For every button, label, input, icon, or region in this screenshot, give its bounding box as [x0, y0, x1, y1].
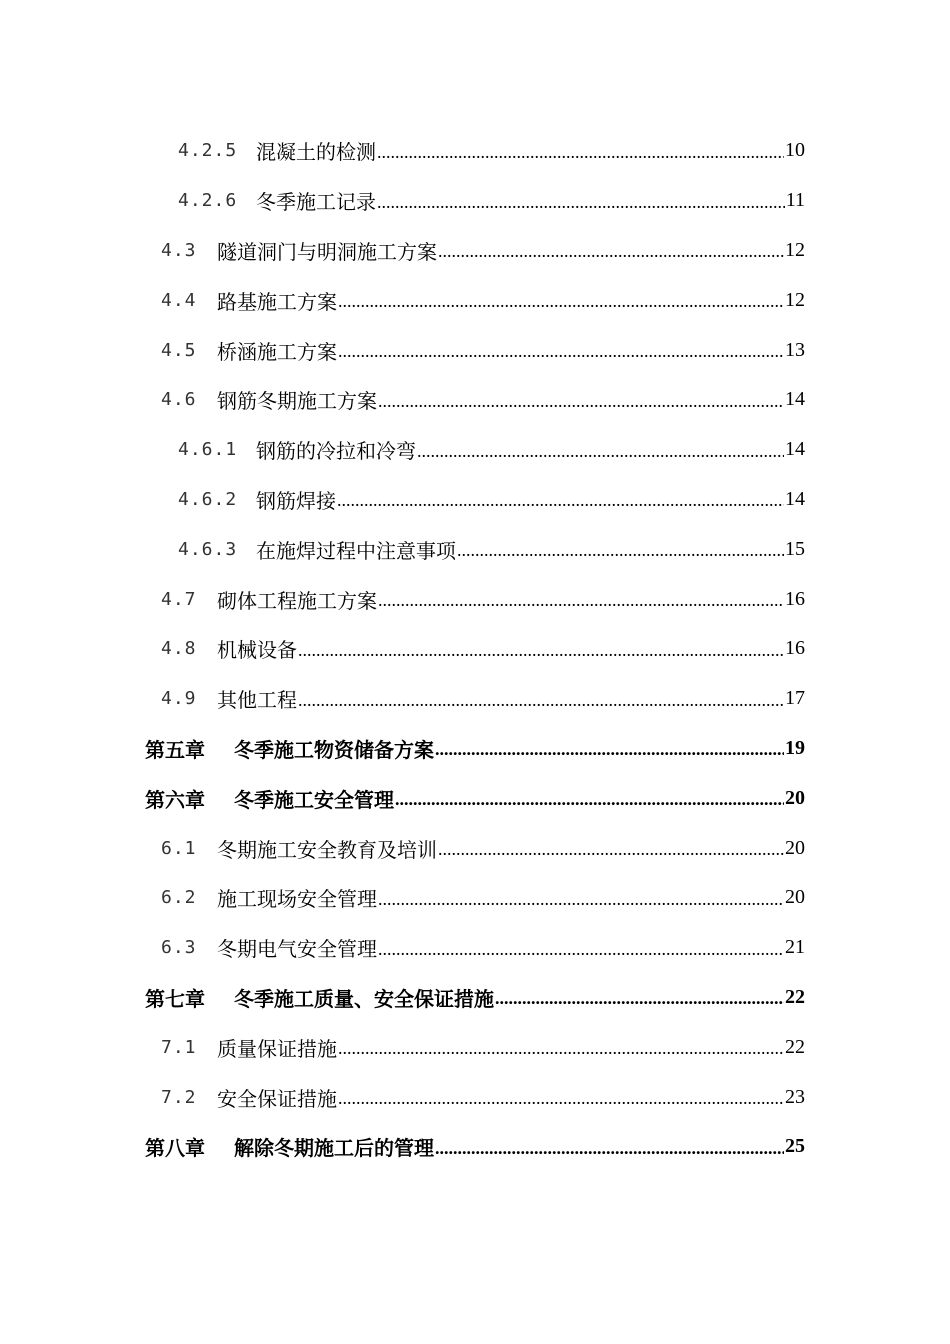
toc-entry[interactable]	[0, 1072, 950, 1122]
toc-entry-title: 冬季施工安全管理	[234, 787, 394, 812]
toc-dot-leader	[417, 438, 784, 462]
toc-entry-number: 4.4	[161, 289, 197, 311]
toc-entry-page-number: 14	[785, 438, 805, 461]
toc-entry-number: 4.7	[161, 588, 197, 610]
toc-entry-number: 4.3	[161, 239, 197, 261]
toc-entry[interactable]	[0, 773, 950, 823]
toc-dot-leader	[377, 139, 784, 163]
toc-entry-number: 第八章	[145, 1136, 205, 1161]
toc-entry-number: 4.6.1	[178, 439, 238, 461]
toc-entry-title: 冬季施工记录	[256, 190, 376, 215]
toc-entry-page-number: 14	[785, 487, 805, 510]
toc-dot-leader	[338, 1035, 784, 1059]
toc-entry-title: 路基施工方案	[217, 289, 337, 314]
toc-entry[interactable]	[0, 475, 950, 525]
toc-entry-title: 冬期电气安全管理	[217, 937, 377, 962]
toc-entry-page-number: 12	[785, 288, 805, 311]
toc-entry-number: 第五章	[145, 737, 205, 762]
toc-dot-leader	[495, 985, 784, 1009]
toc-entry-title: 质量保证措施	[217, 1036, 337, 1061]
toc-entry-number: 4.2.5	[178, 140, 238, 162]
toc-entry-page-number: 22	[785, 985, 805, 1008]
toc-entry-page-number: 23	[785, 1085, 805, 1108]
toc-entry-title: 冬季施工质量、安全保证措施	[234, 986, 494, 1011]
toc-entry-page-number: 16	[785, 587, 805, 610]
toc-entry[interactable]	[0, 624, 950, 674]
toc-entry[interactable]	[0, 873, 950, 923]
toc-entry-title: 安全保证措施	[217, 1086, 337, 1111]
toc-dot-leader	[298, 637, 784, 661]
toc-entry-title: 其他工程	[217, 688, 297, 713]
toc-entry-title: 钢筋冬期施工方案	[217, 389, 377, 414]
toc-entry[interactable]	[0, 923, 950, 973]
toc-entry[interactable]	[0, 425, 950, 475]
toc-entry-title: 隧道洞门与明洞施工方案	[217, 239, 437, 264]
toc-entry-number: 4.6	[161, 389, 197, 411]
toc-entry-number: 第七章	[145, 986, 205, 1011]
toc-entry-page-number: 19	[785, 736, 805, 759]
toc-entry-title: 桥涵施工方案	[217, 339, 337, 364]
toc-entry-page-number: 22	[785, 1035, 805, 1058]
toc-entry-title: 冬期施工安全教育及培训	[217, 837, 437, 862]
toc-entry-page-number: 13	[785, 338, 805, 361]
toc-entry-number: 6.1	[161, 837, 197, 859]
toc-entry[interactable]	[0, 1122, 950, 1172]
toc-entry-number: 7.2	[161, 1086, 197, 1108]
toc-entry-title: 解除冬期施工后的管理	[234, 1136, 434, 1161]
toc-dot-leader	[298, 687, 784, 711]
toc-entry-page-number: 16	[785, 637, 805, 660]
toc-entry[interactable]	[0, 823, 950, 873]
toc-dot-leader	[457, 537, 784, 561]
toc-dot-leader	[338, 288, 784, 312]
toc-dot-leader	[438, 238, 784, 262]
toc-entry-page-number: 15	[785, 537, 805, 560]
toc-dot-leader	[338, 1085, 784, 1109]
toc-entry-page-number: 14	[785, 388, 805, 411]
toc-entry[interactable]	[0, 524, 950, 574]
toc-entry[interactable]	[0, 126, 950, 176]
toc-entry-page-number: 20	[785, 886, 805, 909]
toc-dot-leader	[378, 388, 784, 412]
toc-entry-title: 混凝土的检测	[256, 140, 376, 165]
toc-dot-leader	[438, 836, 784, 860]
table-of-contents	[0, 126, 950, 1172]
toc-dot-leader	[378, 587, 784, 611]
toc-entry-number: 7.1	[161, 1036, 197, 1058]
toc-entry-title: 砌体工程施工方案	[217, 588, 377, 613]
toc-entry-title: 钢筋的冷拉和冷弯	[256, 439, 416, 464]
toc-dot-leader	[435, 1135, 784, 1159]
toc-entry-title: 钢筋焊接	[256, 488, 336, 513]
toc-dot-leader	[337, 487, 784, 511]
toc-entry[interactable]	[0, 375, 950, 425]
toc-entry-title: 在施焊过程中注意事项	[256, 538, 456, 563]
toc-entry[interactable]	[0, 973, 950, 1023]
toc-entry[interactable]	[0, 176, 950, 226]
toc-entry-number: 4.8	[161, 638, 197, 660]
toc-entry-title: 施工现场安全管理	[217, 887, 377, 912]
toc-entry-number: 4.5	[161, 339, 197, 361]
toc-dot-leader	[435, 736, 784, 760]
toc-entry-title: 冬季施工物资储备方案	[234, 737, 434, 762]
toc-entry-page-number: 20	[785, 836, 805, 859]
toc-entry[interactable]	[0, 724, 950, 774]
toc-entry-page-number: 12	[785, 238, 805, 261]
toc-entry-page-number: 10	[785, 139, 805, 162]
toc-entry-page-number: 21	[785, 936, 805, 959]
toc-entry[interactable]	[0, 275, 950, 325]
toc-entry-page-number: 20	[785, 786, 805, 809]
toc-entry-number: 6.2	[161, 887, 197, 909]
toc-entry-page-number: 17	[785, 687, 805, 710]
toc-dot-leader	[395, 786, 784, 810]
toc-dot-leader	[378, 936, 784, 960]
toc-entry-number: 4.2.6	[178, 190, 238, 212]
toc-dot-leader	[377, 189, 785, 213]
toc-entry[interactable]	[0, 574, 950, 624]
toc-entry-page-number: 11	[785, 189, 805, 212]
toc-entry-number: 4.6.3	[178, 538, 238, 560]
toc-entry-number: 4.6.2	[178, 488, 238, 510]
toc-entry-number: 第六章	[145, 787, 205, 812]
toc-entry-title: 机械设备	[217, 638, 297, 663]
toc-entry[interactable]	[0, 674, 950, 724]
toc-entry-number: 6.3	[161, 937, 197, 959]
toc-dot-leader	[378, 886, 784, 910]
toc-dot-leader	[338, 338, 784, 362]
toc-entry[interactable]	[0, 1022, 950, 1072]
toc-entry-page-number: 25	[785, 1135, 805, 1158]
toc-entry[interactable]	[0, 325, 950, 375]
toc-entry[interactable]	[0, 226, 950, 276]
toc-entry-number: 4.9	[161, 688, 197, 710]
